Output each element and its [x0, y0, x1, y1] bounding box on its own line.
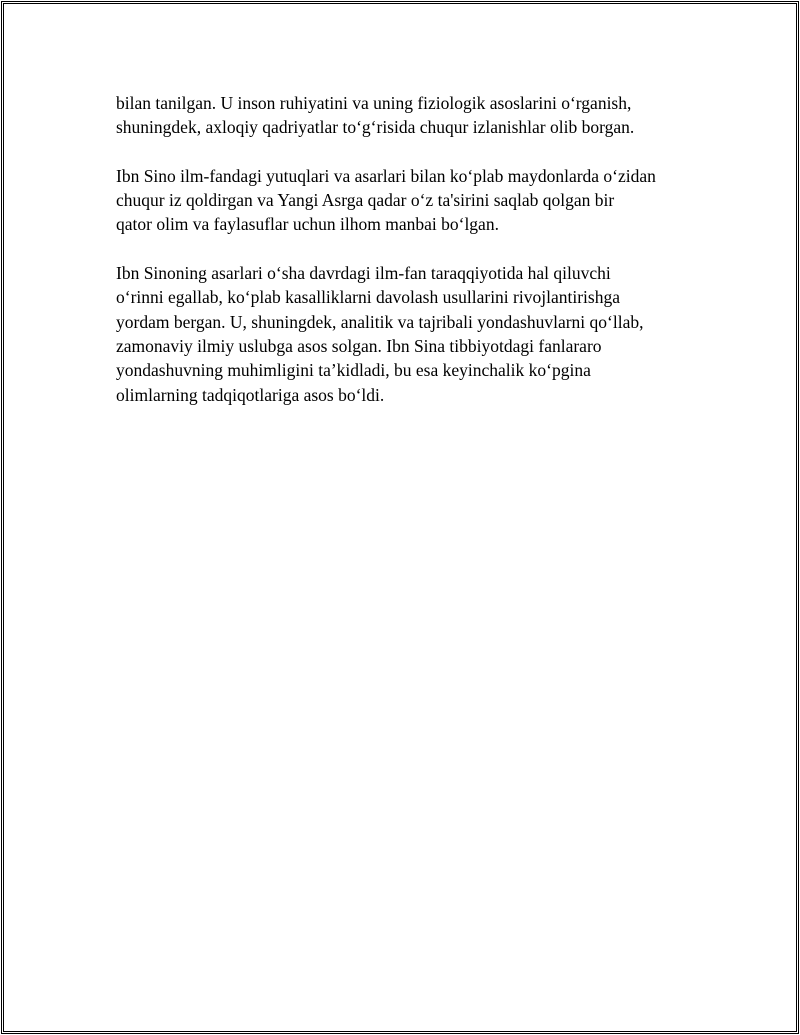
paragraph-3 — [116, 261, 706, 407]
text-line: bilan tanilgan. U inson ruhiyatini va uning fiziologik asoslarini o‘rganish, — [116, 93, 632, 113]
document-body — [116, 91, 706, 431]
text-line: chuqur iz qoldirgan va Yangi Asrga qadar o‘z ta'sirini saqlab qolgan bir — [116, 190, 615, 211]
paragraph-1 — [116, 91, 706, 140]
text-line: o‘rinni egallab, ko‘plab kasalliklarni davolash usullarini rivojlantirishga — [116, 287, 620, 308]
text-line: Ibn Sino ilm-fandagi yutuqlari va asarlari bilan ko‘plab maydonlarda o‘zidan — [116, 165, 656, 186]
text-line: zamonaviy ilmiy uslubga asos solgan. Ibn Sina tibbiyotdagi fanlararo — [116, 335, 602, 356]
text-line: yondashuvning muhimligini ta’kidladi, bu esa keyinchalik ko‘pgina — [116, 360, 591, 381]
text-line: olimlarning tadqiqotlariga asos bo‘ldi. — [116, 384, 385, 405]
paragraph-2 — [116, 164, 706, 237]
text-line: qator olim va faylasuflar uchun ilhom manbai bo‘lgan. — [116, 214, 499, 235]
text-line: Ibn Sinoning asarlari o‘sha davrdagi ilm-fan taraqqiyotida hal qiluvchi — [116, 263, 611, 284]
text-line: shuningdek, axloqiy qadriyatlar to‘g‘risida chuqur izlanishlar olib borgan. — [116, 117, 635, 138]
text-line: yordam bergan. U, shuningdek, analitik va tajribali yondashuvlarni qo‘llab, — [116, 311, 644, 332]
